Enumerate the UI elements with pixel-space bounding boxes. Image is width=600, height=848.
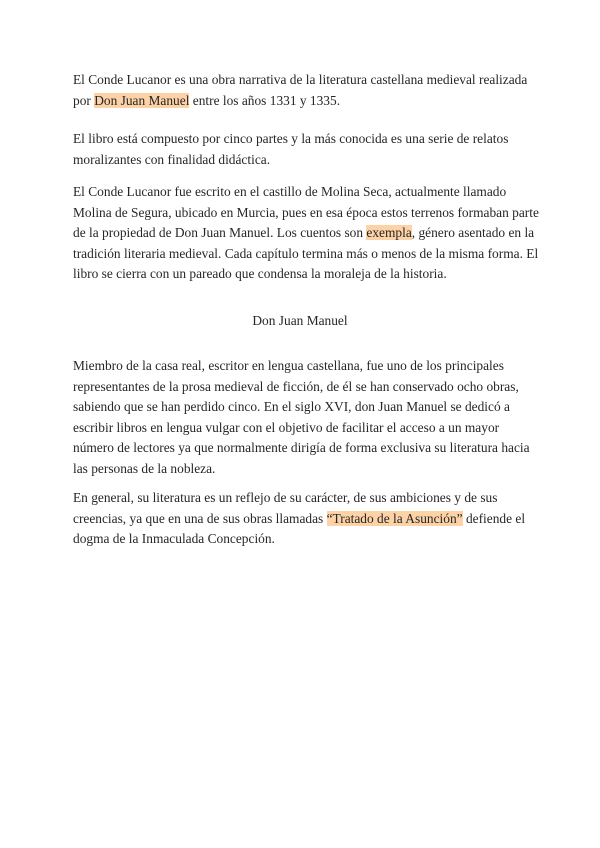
- paragraph-intro: [73, 70, 543, 111]
- paragraph-biography-text: Miembro de la casa real, escritor en lengua castellana, fue uno de los principales representantes de la prosa medieval de ficción, de él se han conservado ocho obras, sabiendo que se han perdido cinco. En el siglo XVI, don Juan Manuel se dedicó a escribir libros en lengua vulgar con el objetivo de facilitar el acceso a un mayor número de lectores ya que normalmente dirigía de forma exclusiva su literatura hacia las personas de la nobleza.: [73, 358, 530, 476]
- section-heading: Don Juan Manuel: [252, 313, 348, 328]
- paragraph-origin-text: El Conde Lucanor fue escrito en el castillo de Molina Seca, actualmente llamado Molina de Segura, ubicado en Murcia, pues en esa época estos terrenos formaban parte de la propiedad de Don Juan Manuel. Los cuentos son: [73, 184, 539, 240]
- paragraph-structure: [73, 129, 543, 170]
- paragraph-biography: [73, 356, 543, 479]
- highlight-exempla: exempla: [366, 225, 412, 240]
- highlight-work-title: “Tratado de la Asunción”: [326, 510, 463, 526]
- paragraph-origin-text-end: , género asentado en la tradición literaria medieval. Cada capítulo termina más o menos de la misma forma. El libro se cierra con un pareado que condensa la moraleja de la historia.: [73, 225, 539, 281]
- paragraph-literature-text: En general, su literatura es un reflejo de su carácter, de sus ambiciones y de sus creencias, ya que en una de sus obras llamadas: [73, 490, 498, 526]
- paragraph-literature-text-end: defiende el dogma de la Inmaculada Concepción.: [73, 510, 526, 546]
- paragraph-literature: [73, 488, 543, 550]
- paragraph-origin: [73, 182, 543, 285]
- paragraph-intro-text: El Conde Lucanor es una obra narrativa de la literatura castellana medieval realizada por: [73, 72, 528, 108]
- paragraph-structure-text: El libro está compuesto por cinco partes y la más conocida es una serie de relatos moralizantes con finalidad didáctica.: [73, 131, 509, 167]
- paragraph-intro-text-end: entre los años 1331 y 1335.: [189, 92, 341, 108]
- highlight-author-name: Don Juan Manuel: [94, 92, 190, 108]
